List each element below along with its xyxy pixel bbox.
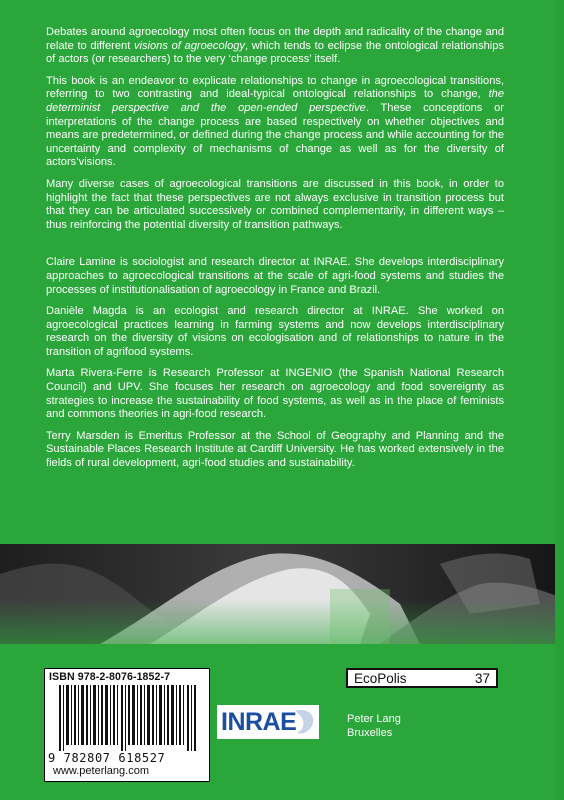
publisher-name: [347, 712, 401, 740]
landscape-photo: [0, 544, 564, 644]
series-name: EcoPolis: [354, 671, 407, 686]
blurb-paragraph-1: Debates around agroecology most often focus on the depth and radicality of the change and relate to different visions of agroecology, which tends to eclipse the ontological relationships of actors (or researchers) to the very ‘change process’ itself.: [46, 26, 504, 66]
author-bio-magda: Danièle Magda is an ecologist and research director at INRAE. She worked on agroecological practices learning in farming systems and now develops interdisciplinary research on the diversity of visions on ecologisation and of relationships to nature in the transition of agrifood systems.: [46, 305, 504, 358]
inrae-logo-text: INRAE: [221, 708, 297, 736]
author-bio-marsden: Terry Marsden is Emeritus Professor at the School of Geography and Planning and the Sustainable Places Research Institute at Cardiff University. He has worked extensively in the fields of rural development, agri-food studies and sustainability.: [46, 429, 504, 470]
barcode-digits: 9 782807 618527: [48, 751, 166, 765]
photo-band: [0, 544, 564, 644]
isbn-label: ISBN 978-2-8076-1852-7: [49, 671, 171, 683]
publisher-website: www.peterlang.com: [53, 765, 149, 777]
inrae-logo-icon: [217, 705, 319, 739]
author-bio-lamine: Claire Lamine is sociologist and research director at INRAE. She develops interdisciplinary approaches to agroecological transitions at the scale of agri-food systems and studies the processes of institutionalisation of agroecology in France and Brazil.: [46, 256, 504, 296]
right-edge: [555, 0, 564, 800]
isbn-barcode-box: [44, 668, 210, 782]
series-box: [346, 668, 498, 688]
publisher-line-1: Peter Lang: [347, 713, 401, 725]
blurb-paragraph-2: This book is an endeavor to explicate relationships to change in agroecological transitions, referring to two contrasting and ideal-typical ontological relationships to change, the determinist perspective and the open-ended perspective. These conceptions or interpretations of the change process are based respectively on whether objectives and means are predetermined, or defined during the change process and while accounting for the uncertainty and complexity of mechanisms of change as well as for the diversity of actors’visions.: [46, 74, 504, 169]
publisher-line-2: Bruxelles: [347, 727, 393, 739]
blurb-emphasis-2: the determinist perspective and the open-ended perspective: [46, 88, 504, 114]
blurb-text: [46, 26, 504, 479]
author-bio-rivera-ferre: Marta Rivera-Ferre is Research Professor at INGENIO (the Spanish National Research Council) and UPV. She focuses her research on agroecology and food sovereignty as strategies to increase the sustainability of food systems, as well as in the place of feminists and commons theories in agri-food research.: [46, 367, 504, 421]
series-number: 37: [474, 671, 490, 686]
blurb-emphasis-1: visions of agroecology: [133, 39, 245, 52]
blurb-paragraph-3: Many diverse cases of agroecological transitions are discussed in this book, in order to highlight the fact that these perspectives are not always exclusive in transition process but that they can be articulated successively or combined complementarily, in different ways – thus reinforcing the potential diversity of transition pathways.: [46, 177, 504, 231]
barcode-icon: [59, 685, 197, 751]
